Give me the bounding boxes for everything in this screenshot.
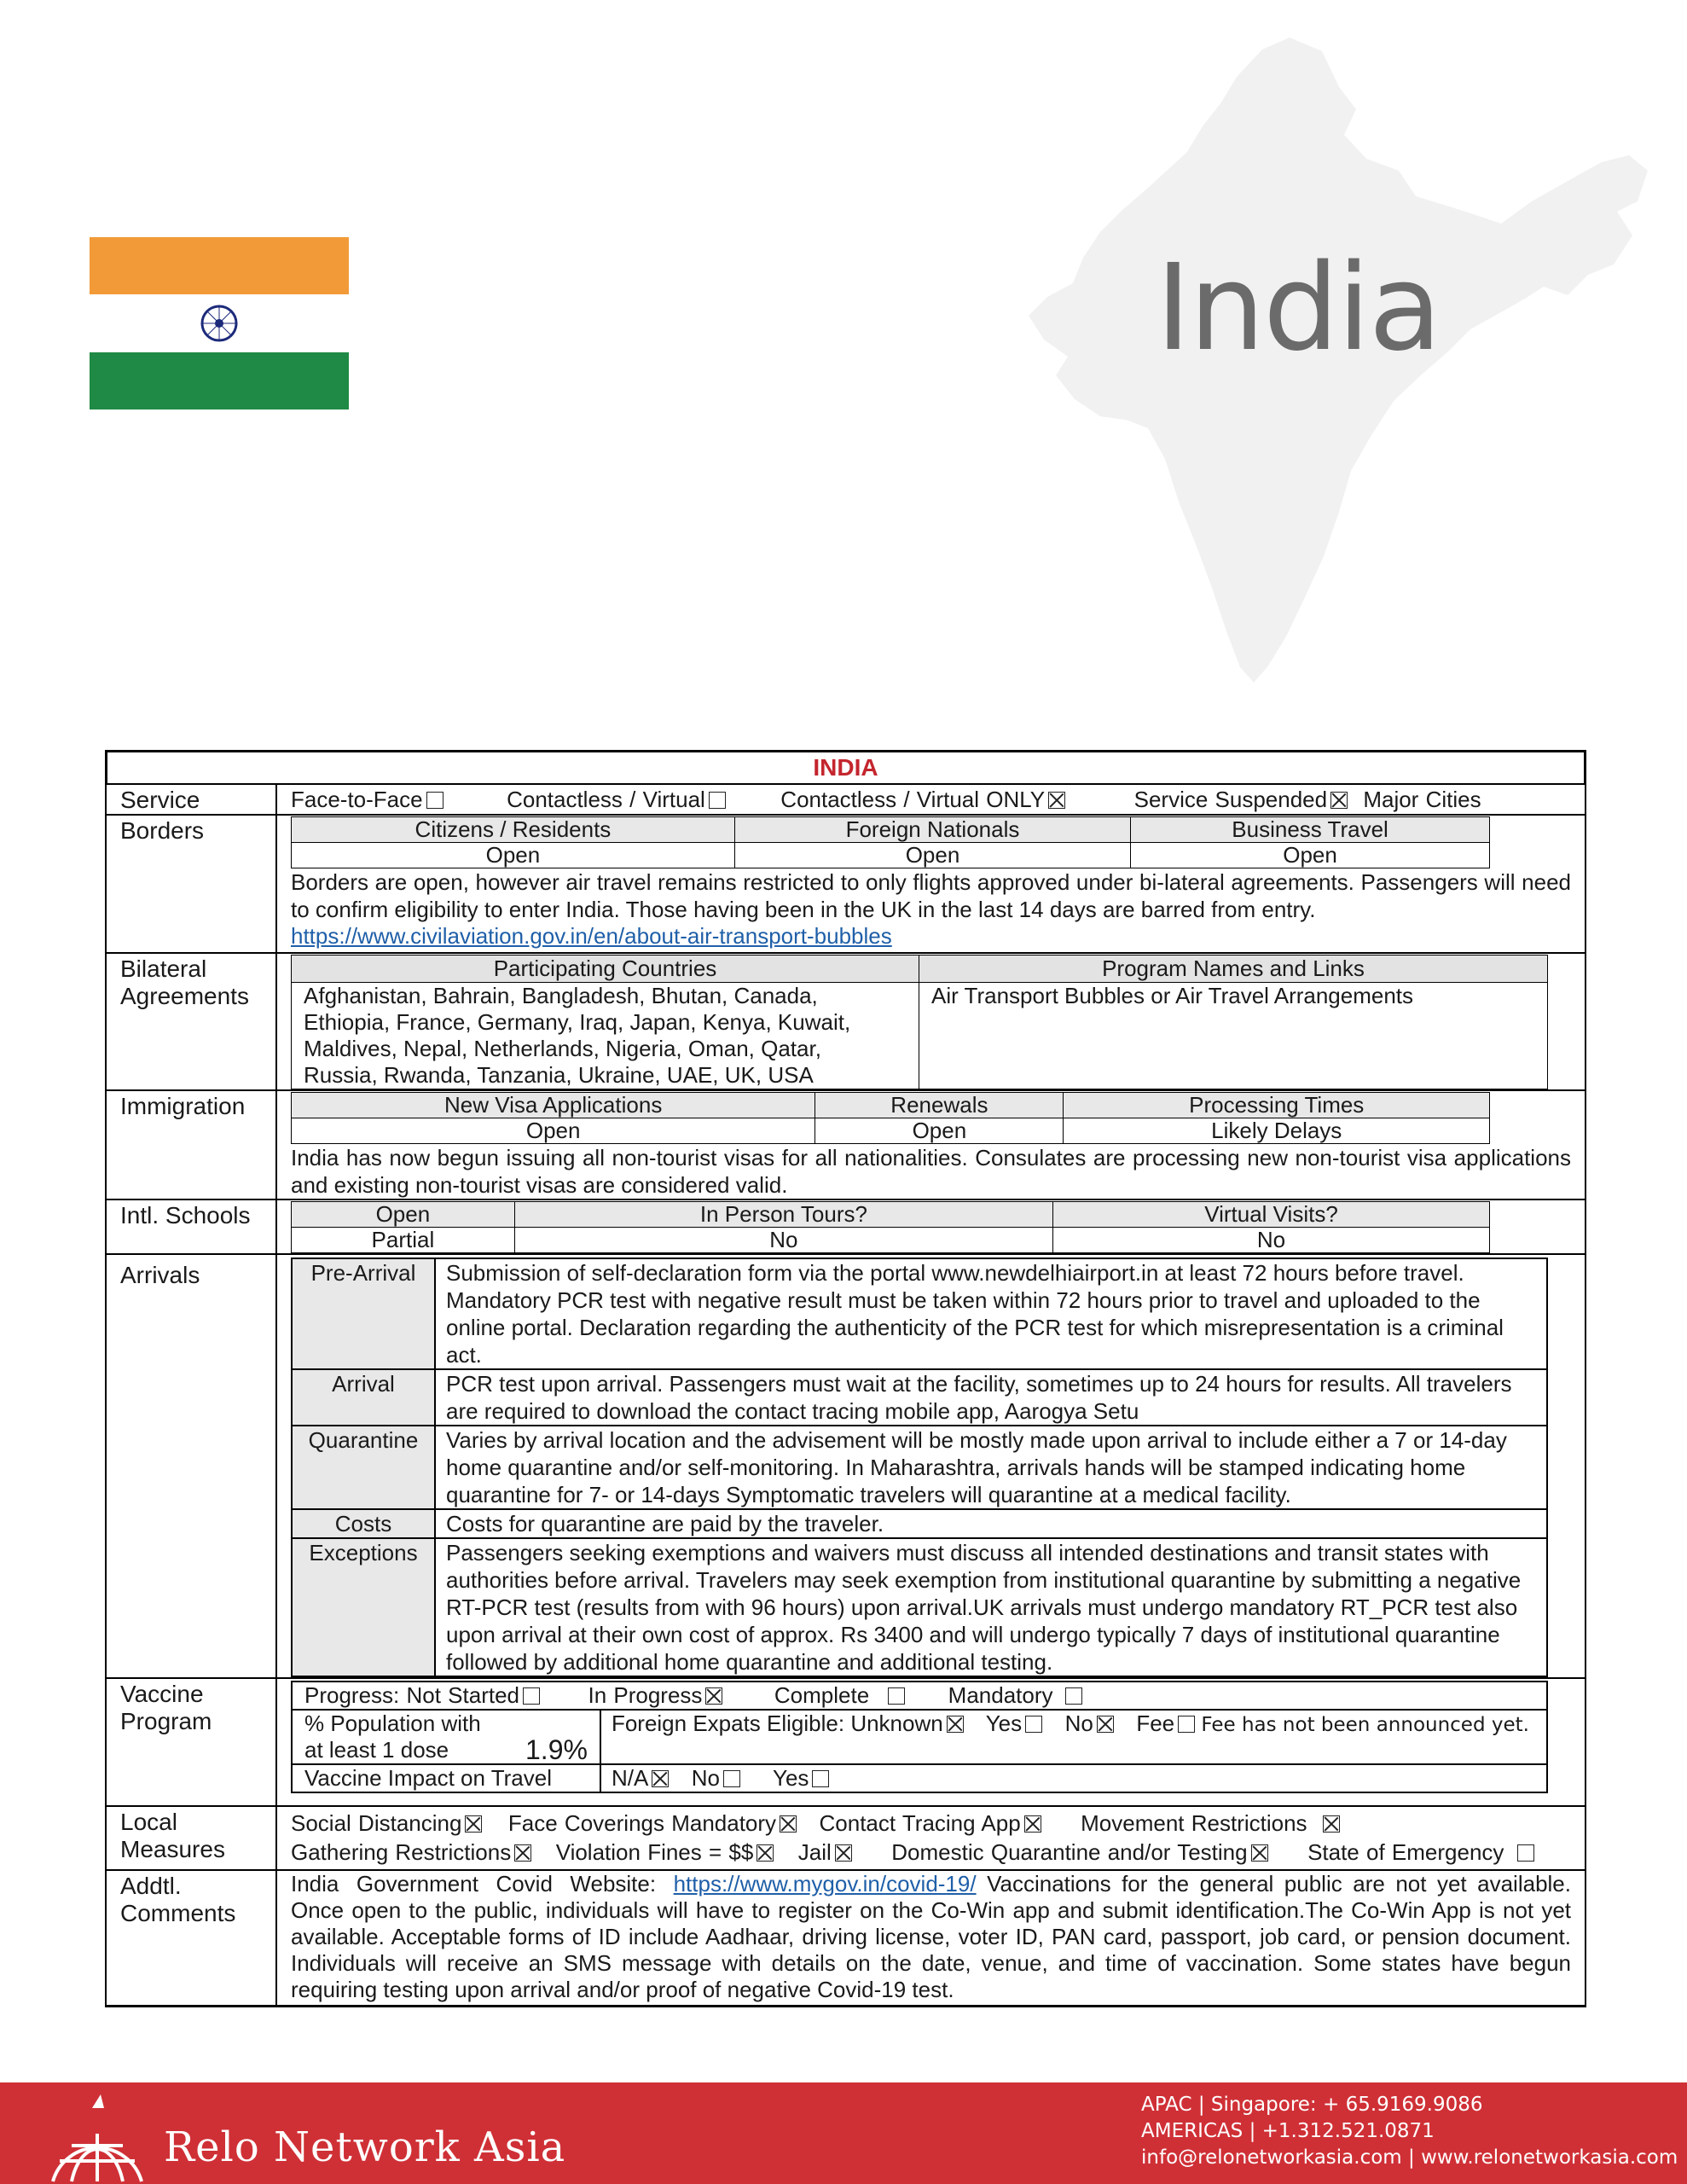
checkbox-unchecked bbox=[1025, 1716, 1042, 1733]
immigration-note: India has now begun issuing all non-tourist visas for all nationalities. Consulates are processing new non-tourist visa applications and existing non-tourist visas are considered valid. bbox=[291, 1145, 1571, 1198]
immigration-content bbox=[277, 1091, 1585, 1199]
bilateral-label: Bilateral Agreements bbox=[107, 954, 277, 1089]
checkbox-checked bbox=[947, 1716, 964, 1733]
local-row bbox=[105, 1807, 1586, 1871]
grid-value: No bbox=[514, 1228, 1052, 1253]
arrivals-label: Arrivals bbox=[107, 1255, 277, 1677]
arrivals-text: Passengers seeking exemptions and waivers must discuss all intended destinations and transit states with authorities before arrival. Travelers may seek exemption from institutional quarantine by submitting a negative RT-PCR test (results from with 96 hours) upon arrival.UK arrivals must undergo mandatory RT_PCR test also upon arrival at their own cost of approx. Rs 3400 and will undergo typically 7 days of institutional quarantine followed by additional home quarantine and additional testing. bbox=[435, 1538, 1547, 1676]
grid-header: Foreign Nationals bbox=[734, 817, 1130, 843]
checkbox-checked bbox=[780, 1815, 797, 1833]
local-content bbox=[277, 1807, 1585, 1869]
checkbox-checked bbox=[1024, 1815, 1041, 1833]
immigration-grid bbox=[291, 1092, 1490, 1144]
service-options bbox=[277, 785, 1585, 814]
service-row bbox=[105, 785, 1586, 816]
checkbox-unchecked bbox=[723, 1770, 740, 1787]
schools-label: Intl. Schools bbox=[107, 1200, 277, 1253]
checkbox-checked bbox=[757, 1844, 774, 1862]
checkbox-unchecked bbox=[1517, 1844, 1534, 1862]
contact-americas: AMERICAS | +1.312.521.0871 bbox=[1141, 2120, 1435, 2142]
borders-note: Borders are open, however air travel remains restricted to only flights approved under bi-lateral agreements. Passengers will need to confirm eligibility to enter India. Those having been in the UK in the last 14 days are barred from entry. bbox=[291, 869, 1571, 922]
schools-content bbox=[277, 1200, 1585, 1253]
local-label: Local Measures bbox=[107, 1807, 277, 1869]
grid-value: Likely Delays bbox=[1064, 1118, 1490, 1144]
contact-apac: APAC | Singapore: + 65.9169.9086 bbox=[1141, 2094, 1483, 2116]
bilateral-header: Participating Countries bbox=[292, 956, 919, 983]
mygov-covid-link[interactable]: https://www.mygov.in/covid-19/ bbox=[673, 1871, 977, 1896]
checkbox-unchecked bbox=[1178, 1716, 1195, 1733]
immigration-row bbox=[105, 1091, 1586, 1200]
arrivals-key: Costs bbox=[292, 1509, 435, 1538]
checkbox-checked bbox=[1330, 792, 1348, 809]
checkbox-checked bbox=[1323, 1815, 1340, 1833]
checkbox-checked bbox=[705, 1687, 722, 1705]
vaccine-table bbox=[291, 1681, 1548, 1793]
comments-text: Vaccinations for the general public are not yet available. Once open to the public, individuals will have to register on the Co-Win app and submit identification.The Co-Win App is not yet available. Acceptable forms of ID include Aadhaar, driving license, voter ID, PAN card, passport, job card, or pension document. Individuals will receive an SMS message with details on the date, venue, and time of vaccination. Some states have begun requiring testing upon arrival and/or proof of negative Covid-19 test. bbox=[291, 1871, 1571, 2002]
grid-header: Processing Times bbox=[1064, 1093, 1490, 1118]
service-option: Face-to-Face bbox=[291, 787, 443, 812]
vaccine-row bbox=[105, 1679, 1586, 1807]
borders-row bbox=[105, 816, 1586, 954]
flag-white-band bbox=[90, 294, 349, 352]
bilateral-header: Program Names and Links bbox=[919, 956, 1548, 983]
grid-value: No bbox=[1053, 1228, 1490, 1253]
checkbox-unchecked bbox=[888, 1687, 905, 1705]
arrivals-text: PCR test upon arrival. Passengers must wait at the facility, sometimes up to 24 hours for results. All travelers are required to download the contact tracing mobile app, Aarogya Setu bbox=[435, 1369, 1547, 1426]
vaccine-content bbox=[277, 1679, 1585, 1805]
arrivals-text: Submission of self-declaration form via the portal www.newdelhiairport.in at least 72 hours before travel. Mandatory PCR test with negative result must be taken within 72 hours prior to travel and uploaded to the online portal. Declaration regarding the authenticity of the PCR test for which misrepresentation is a criminal act. bbox=[435, 1258, 1547, 1369]
population-value: 1.9% bbox=[513, 1710, 600, 1764]
arrivals-text: Varies by arrival location and the advisement will be mostly made upon arrival to include either a 7 or 14-day home quarantine and/or self-monitoring. In Maharashtra, arrivals hands will be stamped indicating home quarantine for 7- or 14-days Symptomatic travelers will quarantine at a medical facility. bbox=[435, 1426, 1547, 1509]
country-title: India bbox=[1156, 239, 1441, 378]
grid-value: Open bbox=[815, 1118, 1064, 1144]
bilateral-row bbox=[105, 954, 1586, 1091]
grid-value: Open bbox=[292, 843, 735, 868]
local-line-2: Gathering Restrictions Violation Fines = $$ Jail Domestic Quarantine and/or Testing State of Emergency bbox=[291, 1838, 1571, 1867]
vaccine-progress: Progress: Not Started In Progress Complete Mandatory bbox=[292, 1682, 1547, 1710]
arrivals-key: Quarantine bbox=[292, 1426, 435, 1509]
checkbox-unchecked bbox=[709, 792, 726, 809]
bilateral-table bbox=[291, 955, 1548, 1089]
schools-grid bbox=[291, 1201, 1490, 1253]
arrivals-entry bbox=[292, 1538, 1547, 1676]
service-label: Service bbox=[107, 785, 277, 814]
arrivals-content bbox=[277, 1255, 1585, 1677]
brand-name: Relo Network Asia bbox=[164, 2123, 566, 2171]
footer-bar bbox=[0, 2082, 1687, 2184]
arrivals-text: Costs for quarantine are paid by the traveler. bbox=[435, 1509, 1547, 1538]
impact-label: Vaccine Impact on Travel bbox=[292, 1764, 600, 1792]
sheet-title: INDIA bbox=[105, 750, 1586, 785]
service-option: Contactless / Virtual ONLY bbox=[780, 787, 1065, 812]
vaccine-label: Vaccine Program bbox=[107, 1679, 277, 1805]
comments-label: Addtl. Comments bbox=[107, 1871, 277, 2005]
flag-green-band bbox=[90, 352, 349, 410]
fee-note: Fee has not been announced yet. bbox=[1201, 1714, 1529, 1736]
grid-header: New Visa Applications bbox=[292, 1093, 815, 1118]
borders-grid bbox=[291, 816, 1490, 868]
population-label: % Population with at least 1 dose bbox=[292, 1710, 513, 1764]
comments-prefix: India Government Covid Website: bbox=[291, 1871, 674, 1896]
grid-header: Open bbox=[292, 1202, 515, 1228]
service-option: Contactless / Virtual bbox=[507, 787, 726, 812]
borders-label: Borders bbox=[107, 816, 277, 952]
arrivals-row bbox=[105, 1255, 1586, 1679]
expats-eligibility: Foreign Expats Eligible: Unknown Yes No Fee Fee has not been announced yet. bbox=[600, 1710, 1547, 1764]
local-line-1: Social Distancing Face Coverings Mandatory Contact Tracing App Movement Restrictions bbox=[291, 1809, 1571, 1838]
checkbox-checked bbox=[465, 1815, 482, 1833]
grid-header: Business Travel bbox=[1131, 817, 1490, 843]
impact-options: N/A No Yes bbox=[600, 1764, 1547, 1792]
checkbox-checked bbox=[1251, 1844, 1268, 1862]
grid-header: Virtual Visits? bbox=[1053, 1202, 1490, 1228]
flag-saffron-band bbox=[90, 237, 349, 294]
arrivals-key: Exceptions bbox=[292, 1538, 435, 1676]
arrivals-entry bbox=[292, 1369, 1547, 1426]
grid-value: Open bbox=[292, 1118, 815, 1144]
grid-value: Partial bbox=[292, 1228, 515, 1253]
arrivals-entry bbox=[292, 1258, 1547, 1369]
arrivals-key: Pre-Arrival bbox=[292, 1258, 435, 1369]
contact-web[interactable]: info@relonetworkasia.com | www.relonetworkasia.com bbox=[1141, 2146, 1678, 2169]
checkbox-checked bbox=[1048, 792, 1065, 809]
checkbox-unchecked bbox=[426, 792, 443, 809]
service-suffix: Major Cities bbox=[1363, 787, 1481, 812]
bilateral-countries: Afghanistan, Bahrain, Bangladesh, Bhutan, Canada, Ethiopia, France, Germany, Iraq, Japan, Kenya, Kuwait, Maldives, Nepal, Netherlands, Nigeria, Oman, Qatar, Russia, Rwanda, Tanzania, Ukraine, UAE, UK, USA bbox=[292, 983, 919, 1089]
checkbox-unchecked bbox=[1065, 1687, 1082, 1705]
schools-row bbox=[105, 1200, 1586, 1255]
comments-row bbox=[105, 1871, 1586, 2007]
air-bubbles-link[interactable]: https://www.civilaviation.gov.in/en/about-air-transport-bubbles bbox=[291, 923, 892, 949]
arrivals-key: Arrival bbox=[292, 1369, 435, 1426]
bilateral-programs: Air Transport Bubbles or Air Travel Arrangements bbox=[919, 983, 1548, 1089]
borders-content bbox=[277, 816, 1585, 952]
comments-content bbox=[277, 1871, 1585, 2005]
arrivals-entry bbox=[292, 1426, 1547, 1509]
arrivals-table bbox=[291, 1258, 1548, 1677]
checkbox-checked bbox=[835, 1844, 852, 1862]
india-flag bbox=[90, 237, 349, 410]
checkbox-checked bbox=[1097, 1716, 1114, 1733]
checkbox-unchecked bbox=[812, 1770, 829, 1787]
arrivals-entry bbox=[292, 1509, 1547, 1538]
grid-value: Open bbox=[734, 843, 1130, 868]
covid-status-sheet bbox=[105, 750, 1586, 2007]
grid-header: In Person Tours? bbox=[514, 1202, 1052, 1228]
grid-value: Open bbox=[1131, 843, 1490, 868]
contact-block bbox=[1141, 2092, 1678, 2171]
checkbox-unchecked bbox=[523, 1687, 540, 1705]
grid-header: Renewals bbox=[815, 1093, 1064, 1118]
ashoka-chakra-icon bbox=[198, 302, 241, 345]
service-option: Service Suspended bbox=[1134, 787, 1348, 812]
grid-header: Citizens / Residents bbox=[292, 817, 735, 843]
bilateral-content bbox=[277, 954, 1585, 1089]
checkbox-checked bbox=[514, 1844, 531, 1862]
globe-logo-icon bbox=[41, 2089, 154, 2183]
immigration-label: Immigration bbox=[107, 1091, 277, 1199]
checkbox-checked bbox=[652, 1770, 669, 1787]
